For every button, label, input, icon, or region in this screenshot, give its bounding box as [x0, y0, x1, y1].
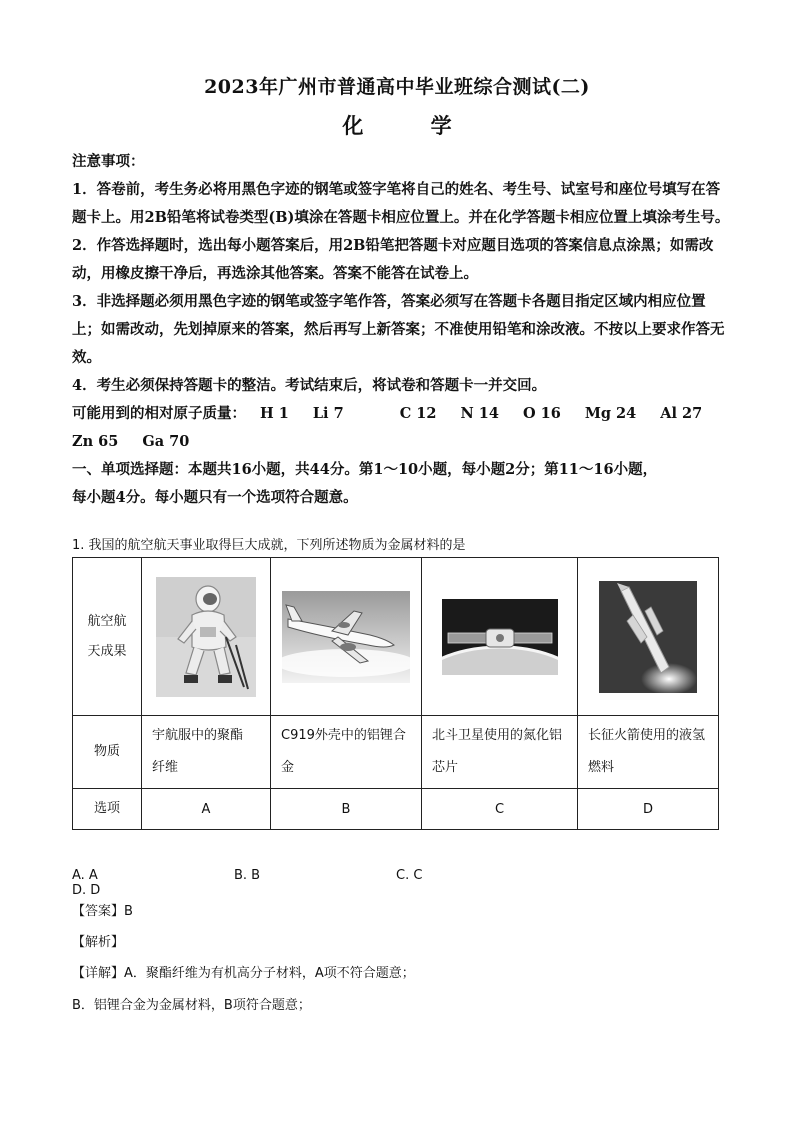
image-cell-b	[271, 558, 422, 716]
atoms-label: 可能用到的相对原子质量：	[72, 405, 246, 422]
notes-section	[72, 148, 732, 512]
choice-a[interactable]: A. A	[72, 868, 98, 883]
atom-mass: Ga 70	[142, 433, 190, 450]
material-d	[578, 716, 719, 789]
atom-mass: Zn 65	[72, 433, 119, 450]
image-cell-a	[142, 558, 271, 716]
detail-label: 【详解】	[72, 966, 125, 981]
option-letter-c: C	[422, 789, 578, 830]
subject-title: 化 学	[342, 113, 452, 138]
atom-mass: Mg 24	[584, 405, 637, 422]
detail-a-text: A．聚酯纤维为有机高分子材料，A项不符合题意；	[124, 966, 415, 981]
question-1-stem: 1. 我国的航空航天事业取得巨大成就，下列所述物质为金属材料的是	[72, 538, 466, 553]
rocket-icon	[599, 581, 697, 693]
notes-item-1: 1．答卷前，考生务必将用黑色字迹的钢笔或签字笔将自己的姓名、考生号、试室号和座位号填写在答题卡上。用2B铅笔将试卷类型(B)填涂在答题卡相应位置上。并在化学答题卡相应位置上填涂考生号。	[72, 181, 730, 226]
material-b-line2: 金	[281, 760, 295, 775]
material-b	[271, 716, 422, 789]
material-d-line2: 燃料	[588, 760, 615, 775]
atom-mass: O 16	[522, 405, 561, 422]
notes-item-4: 4．考生必须保持答题卡的整洁。考试结束后，将试卷和答题卡一并交回。	[72, 377, 547, 394]
material-a-line2: 纤维	[152, 760, 179, 775]
choice-c[interactable]: C. C	[396, 868, 423, 883]
choice-d[interactable]: D. D	[72, 883, 101, 898]
material-a-line1: 宇航服中的聚酯	[152, 728, 244, 743]
option-letter-a: A	[142, 789, 271, 830]
question-1-table	[72, 557, 719, 830]
atom-mass: Al 27	[660, 405, 703, 422]
atom-mass: C 12	[399, 405, 437, 422]
detail-line-b: B．铝锂合金为金属材料，B项符合题意；	[72, 998, 311, 1013]
material-header: 物质	[73, 716, 142, 789]
atomic-masses	[72, 400, 732, 428]
section-heading-line2: 每小题4分。每小题只有一个选项符合题意。	[72, 489, 358, 506]
analysis-label: 【解析】	[72, 935, 125, 950]
astronaut-icon	[156, 577, 256, 697]
achievement-header-line2: 天成果	[87, 643, 127, 659]
detail-line-a	[72, 962, 415, 981]
material-c	[422, 716, 578, 789]
section-heading-line1: 一、单项选择题：本题共16小题，共44分。第1～10小题，每小题2分；第11～16小题，	[72, 461, 658, 478]
option-letter-b: B	[271, 789, 422, 830]
atom-mass: H 1	[260, 405, 289, 422]
material-d-line1: 长征火箭使用的液氢	[588, 728, 706, 743]
image-cell-c	[422, 558, 578, 716]
atom-mass: Li 7	[312, 405, 344, 422]
notes-heading: 注意事项：	[72, 153, 145, 170]
option-letter-d: D	[578, 789, 719, 830]
atom-mass: N 14	[460, 405, 499, 422]
material-a	[142, 716, 271, 789]
notes-item-2: 2．作答选择题时，选出每小题答案后，用2B铅笔把答题卡对应题目选项的答案信息点涂黑；如需改动，用橡皮擦干净后，再选涂其他答案。答案不能答在试卷上。	[72, 237, 714, 282]
material-c-line2: 芯片	[432, 760, 459, 775]
option-header: 选项	[73, 789, 142, 830]
material-row	[73, 716, 719, 789]
material-b-line1: C919外壳中的铝锂合	[281, 728, 406, 743]
airplane-icon	[282, 591, 410, 683]
answer-choices	[72, 868, 672, 898]
achievement-header-line1: 航空航	[87, 613, 127, 629]
image-cell-d	[578, 558, 719, 716]
achievement-row	[73, 558, 719, 716]
material-c-line1: 北斗卫星使用的氮化铝	[432, 728, 563, 743]
notes-item-3: 3．非选择题必须用黑色字迹的钢笔或签字笔作答，答案必须写在答题卡各题目指定区域内相应位置上；如需改动，先划掉原来的答案，然后再写上新答案；不准使用铅笔和涂改液。不按以上要求作答无效。	[72, 293, 725, 366]
choice-b[interactable]: B. B	[234, 868, 261, 883]
answer-line	[72, 900, 133, 919]
answer-value: B	[124, 904, 133, 919]
answer-label: 【答案】	[72, 904, 125, 919]
page-title: 2023年广州市普通高中毕业班综合测试(二)	[204, 76, 590, 98]
option-row	[73, 789, 719, 830]
achievement-header	[73, 558, 142, 716]
satellite-icon	[442, 599, 558, 675]
atomic-masses-2	[72, 428, 732, 456]
